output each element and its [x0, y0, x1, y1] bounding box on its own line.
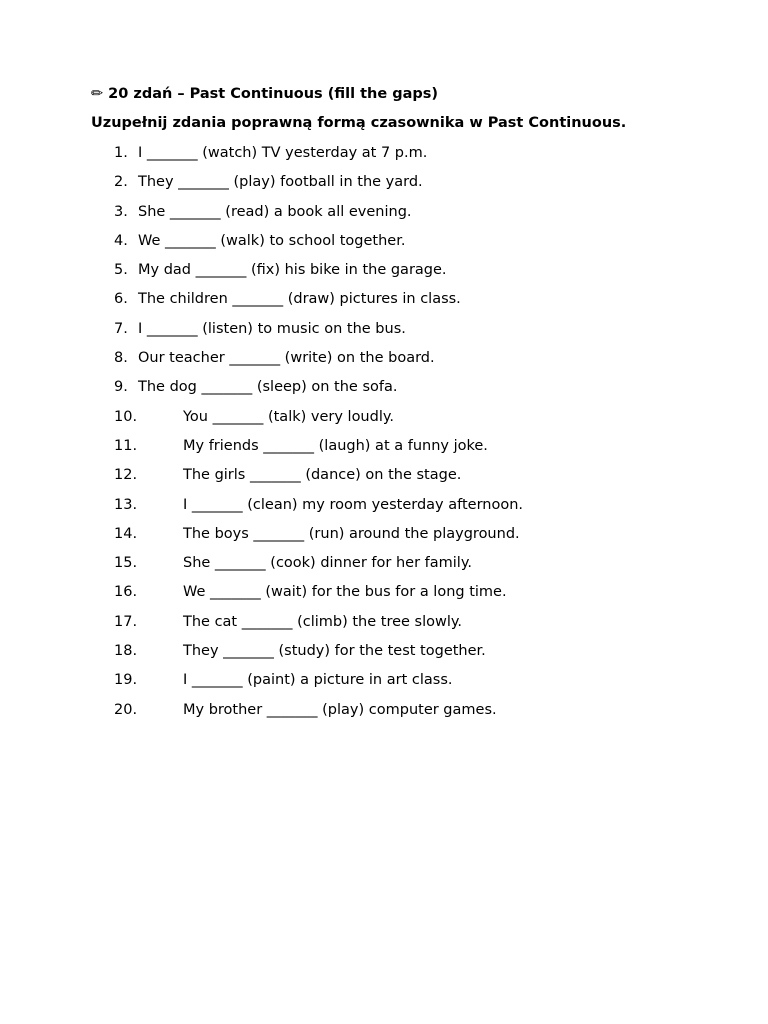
item-sentence: Our teacher _______ (write) on the board. [138, 350, 435, 367]
item-number: 1. [114, 145, 128, 161]
list-item [0, 671, 768, 700]
list-item [0, 290, 768, 319]
item-number: 5. [114, 262, 128, 279]
list-item [0, 642, 768, 671]
item-number: 13. [114, 496, 138, 513]
list-item [0, 554, 768, 583]
item-sentence: I _______ (watch) TV yesterday at 7 p.m. [138, 145, 428, 161]
item-sentence: I _______ (listen) to music on the bus. [138, 320, 406, 337]
item-number: 11. [114, 437, 138, 454]
list-item [0, 437, 768, 466]
list-item [0, 349, 768, 378]
pencil-icon: ✏ [91, 86, 104, 102]
item-sentence: I _______ (paint) a picture in art class. [183, 672, 453, 689]
document-title [91, 85, 438, 103]
exercise-list [0, 144, 768, 730]
item-number: 19. [114, 672, 138, 689]
item-number: 8. [114, 350, 128, 367]
list-item [0, 232, 768, 261]
item-sentence: The girls _______ (dance) on the stage. [183, 467, 462, 484]
item-sentence: We _______ (walk) to school together. [138, 232, 406, 249]
item-number: 6. [114, 291, 128, 308]
item-sentence: The dog _______ (sleep) on the sofa. [138, 379, 398, 396]
list-item [0, 144, 768, 173]
list-item [0, 701, 768, 730]
item-sentence: My friends _______ (laugh) at a funny joke. [183, 437, 488, 454]
item-number: 17. [114, 613, 138, 630]
title-text: 20 zdań – Past Continuous (fill the gaps) [108, 86, 439, 102]
item-number: 20. [114, 701, 138, 718]
item-number: 9. [114, 379, 128, 396]
item-sentence: She _______ (read) a book all evening. [138, 203, 412, 220]
list-item [0, 203, 768, 232]
item-sentence: They _______ (study) for the test together. [183, 643, 486, 660]
item-number: 3. [114, 203, 128, 220]
item-number: 4. [114, 232, 128, 249]
list-item [0, 320, 768, 349]
item-number: 14. [114, 525, 138, 542]
item-number: 7. [114, 320, 128, 337]
list-item [0, 525, 768, 554]
item-number: 16. [114, 584, 138, 601]
item-number: 10. [114, 408, 138, 425]
item-sentence: She _______ (cook) dinner for her family. [183, 555, 472, 572]
list-item [0, 496, 768, 525]
list-item [0, 466, 768, 495]
list-item [0, 173, 768, 202]
instruction-text: Uzupełnij zdania poprawną formą czasownika w Past Continuous. [91, 115, 627, 131]
list-item [0, 378, 768, 407]
item-sentence: The children _______ (draw) pictures in class. [138, 291, 461, 308]
item-number: 2. [114, 174, 128, 191]
item-sentence: My brother _______ (play) computer games. [183, 701, 497, 718]
item-sentence: I _______ (clean) my room yesterday afternoon. [183, 496, 524, 513]
item-sentence: My dad _______ (fix) his bike in the garage. [138, 262, 447, 279]
item-sentence: You _______ (talk) very loudly. [183, 408, 394, 425]
list-item [0, 408, 768, 437]
item-number: 12. [114, 467, 138, 484]
list-item [0, 613, 768, 642]
item-number: 15. [114, 555, 138, 572]
item-sentence: The cat _______ (climb) the tree slowly. [183, 613, 463, 630]
item-sentence: We _______ (wait) for the bus for a long time. [183, 584, 507, 601]
item-number: 18. [114, 643, 138, 660]
list-item [0, 583, 768, 612]
item-sentence: They _______ (play) football in the yard. [138, 174, 423, 191]
list-item [0, 261, 768, 290]
item-sentence: The boys _______ (run) around the playground. [183, 525, 520, 542]
